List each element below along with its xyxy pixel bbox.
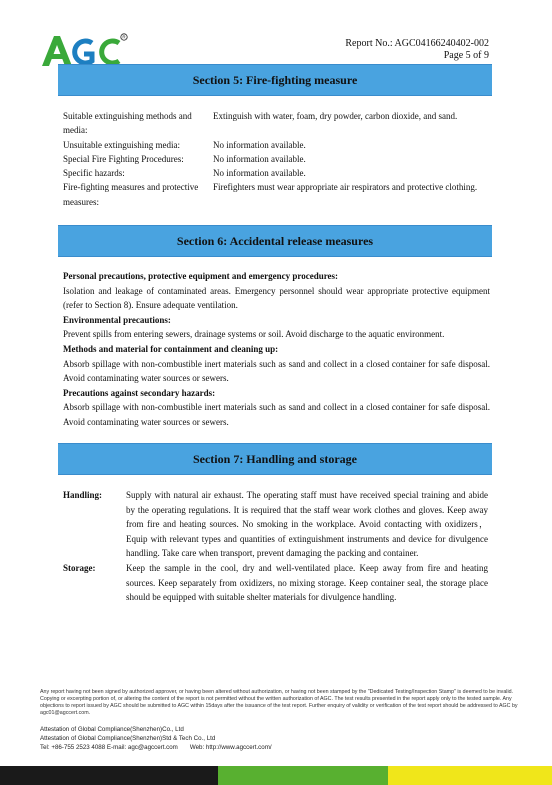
attestation-line: Attestation of Global Compliance(Shenzhen)Std & Tech Co., Ltd — [40, 734, 216, 742]
storage-text: Keep the sample in the cool, dry and well-ventilated place. Keep away from fire and heating sources. Keep separately from oxidizers, no mixing storage. Keep container seal, the storage place should be equipped with suitable shelter materials for divulgence handling. — [126, 562, 488, 603]
agc-logo — [40, 32, 130, 68]
handling-text: Supply with natural air exhaust. The operating staff must have received special training and abide by the operating regulations. It is required that the staff wear work clothes and gloves. Keep away from fire and heating sources. No smoking in the workplace. Avoid contacting with oxidizers，Equip with relevant types and quantities of extinguishment instruments and device for divulgence handling. Take care when transport, prevent damaging the packing and container. — [126, 490, 488, 559]
table-row — [63, 180, 493, 209]
handling-row — [63, 488, 488, 561]
table-row — [63, 109, 493, 138]
section6-title: Section 6: Accidental release measures — [58, 225, 492, 257]
paragraph: Prevent spills from entering sewers, drainage systems or soil. Avoid discharge to the aquatic environment. — [63, 329, 445, 340]
section7-title: Section 7: Handling and storage — [58, 443, 492, 475]
table-row — [63, 152, 493, 166]
table-row — [63, 166, 493, 180]
report-number: Report No.: AGC04166240402-002 — [345, 38, 489, 49]
page-number: Page 5 of 9 — [443, 50, 489, 61]
section5-table — [63, 109, 493, 209]
paragraph: Absorb spillage with non-combustible inert materials such as sand and collect in a closed container for safe disposal. Avoid contaminating water sources or sewers. — [63, 358, 490, 384]
subheading: Precautions against secondary hazards: — [63, 387, 216, 398]
row-label: Specific hazards: — [63, 168, 125, 179]
footer-bar-dark — [0, 766, 218, 785]
handling-label: Handling: — [63, 490, 103, 500]
row-label: Fire-fighting measures and protective measures: — [63, 182, 199, 207]
row-value: No information available. — [213, 153, 306, 164]
section7-body — [63, 488, 488, 605]
row-label: Suitable extinguishing methods and media: — [63, 111, 192, 136]
row-value: Extinguish with water, foam, dry powder, carbon dioxide, and sand. — [213, 111, 458, 121]
footer-attestation — [40, 726, 530, 752]
row-value: No information available. — [213, 139, 306, 150]
storage-row — [63, 561, 488, 605]
paragraph: Isolation and leakage of contaminated areas. Emergency personnel should wear appropriate protective equipment (refer to Section 8). Ensure adequate ventilation. — [63, 285, 490, 311]
subheading: Personal precautions, protective equipment and emergency procedures: — [63, 271, 339, 281]
row-value: No information available. — [213, 168, 306, 179]
row-value: Firefighters must wear appropriate air respirators and protective clothing. — [213, 182, 478, 193]
contact-line — [40, 744, 530, 753]
section6-body — [63, 269, 490, 430]
attestation-line: Attestation of Global Compliance(Shenzhen)Co., Ltd — [40, 726, 184, 733]
footer-disclaimer: Any report having not been signed by authorized approver, or having been altered without authorization, or having not been stamped by the "Dedicated Testing/Inspection Stamp" is deemed to be invalid. Copying or excerpting portion of, or altering the content of the report is not permitted without the written authorization of AGC. The test results presented in the report apply only to the tested sample. Any objections to report issued by AGC should be submitted to AGC within 15days after the issuance of the test report. Further enquiry of validity or verification of the test report should be addressed to AGC by agc01@agccert.com. — [40, 689, 518, 717]
footer-bar-green — [218, 766, 388, 785]
svg-text:R: R — [122, 34, 126, 40]
paragraph: Absorb spillage with non-combustible inert materials such as sand and collect in a closed container for safe disposal. Avoid contaminating water sources or sewers. — [63, 402, 490, 427]
row-label: Unsuitable extinguishing media: — [63, 139, 180, 150]
row-label: Special Fire Fighting Procedures: — [63, 153, 184, 164]
tel-email: Tel: +86-755 2523 4088 E-mail: agc@agccert.com — [40, 743, 178, 751]
subheading: Methods and material for containment and cleaning up: — [63, 343, 279, 354]
table-row — [63, 138, 493, 152]
section5-title: Section 5: Fire-fighting measure — [58, 64, 492, 96]
website: Web: http://www.agccert.com/ — [189, 743, 272, 751]
report-header — [345, 38, 489, 62]
subheading: Environmental precautions: — [63, 314, 171, 325]
storage-label: Storage: — [63, 562, 96, 573]
footer-bar-yellow — [388, 766, 552, 785]
